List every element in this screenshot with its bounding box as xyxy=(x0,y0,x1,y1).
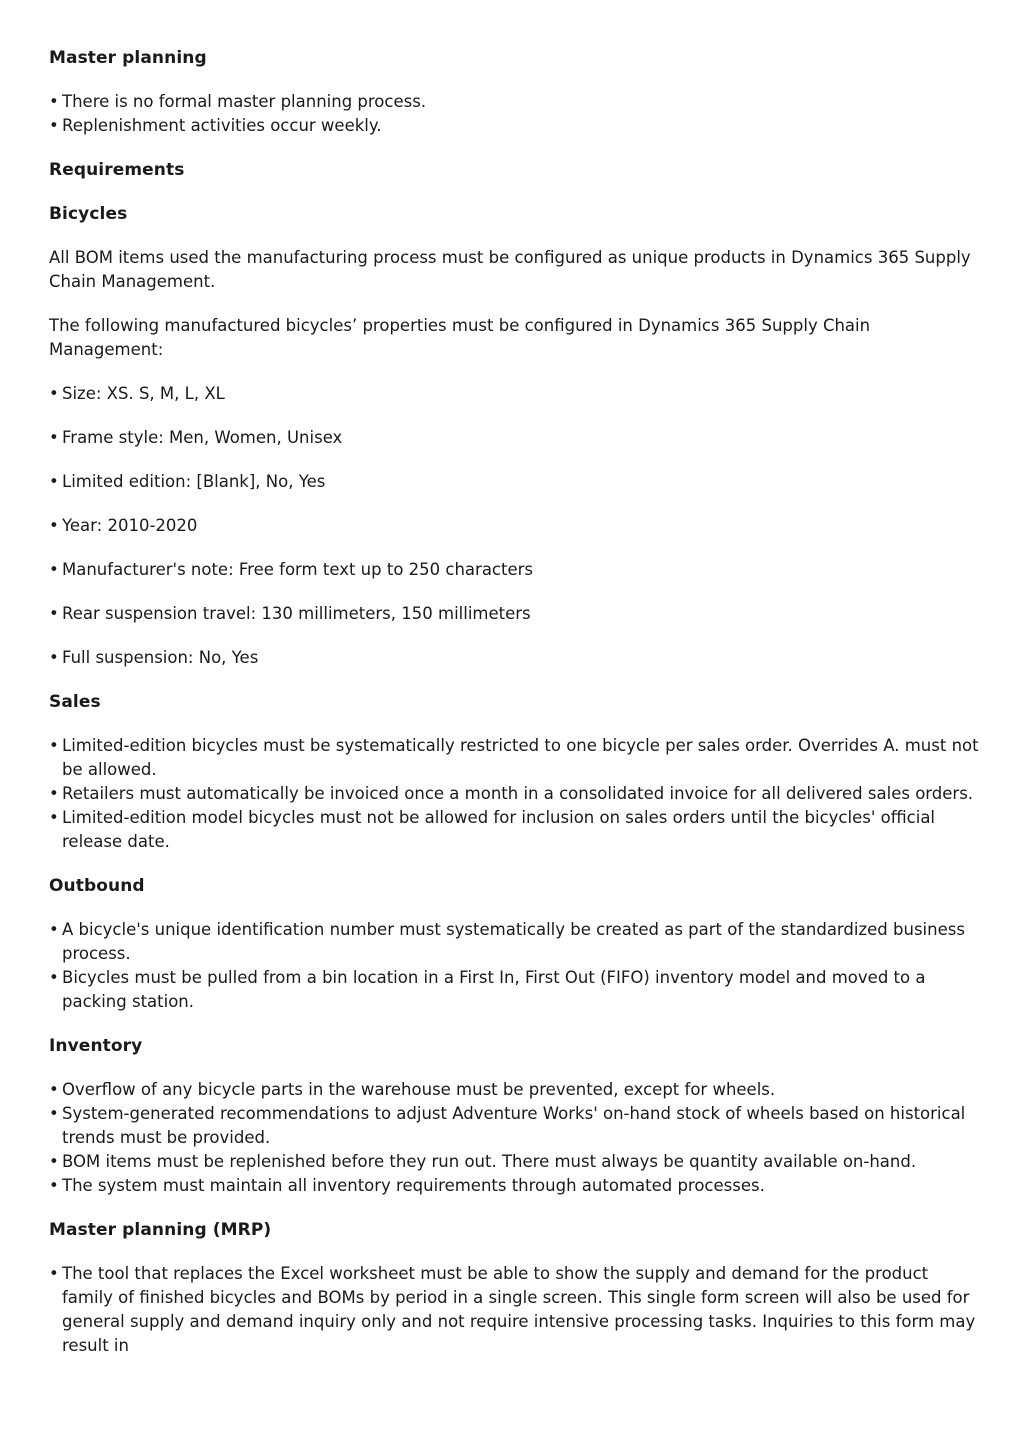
list-item: • A bicycle's unique identification number must systematically be created as part of the standardized business process. xyxy=(49,918,979,966)
document-page xyxy=(49,46,979,1378)
list-item: • Limited-edition bicycles must be systematically restricted to one bicycle per sales order. Overrides A. must not be allowed. xyxy=(49,734,979,782)
list-item: • The system must maintain all inventory requirements through automated processes. xyxy=(49,1174,979,1198)
bicycle-properties-list xyxy=(49,382,979,670)
bicycles-paragraph-2: The following manufactured bicycles’ properties must be configured in Dynamics 365 Supply Chain Management: xyxy=(49,316,871,359)
sales-list xyxy=(49,734,979,854)
list-item: • BOM items must be replenished before they run out. There must always be quantity available on-hand. xyxy=(49,1150,979,1174)
section-heading-master-planning-mrp: Master planning (MRP) xyxy=(49,1220,272,1240)
section-heading-outbound: Outbound xyxy=(49,876,145,896)
outbound-list xyxy=(49,918,979,1014)
list-item: • Frame style: Men, Women, Unisex xyxy=(49,426,979,450)
section-heading-bicycles: Bicycles xyxy=(49,204,128,224)
list-item: • Limited edition: [Blank], No, Yes xyxy=(49,470,979,494)
list-item: • The tool that replaces the Excel worksheet must be able to show the supply and demand for the product family of finished bicycles and BOMs by period in a single screen. This single form screen will also be used for general supply and demand inquiry only and not require intensive processing tasks. Inquiries to this form may result in xyxy=(49,1262,979,1358)
list-item: • Rear suspension travel: 130 millimeters, 150 millimeters xyxy=(49,602,979,626)
list-item: • There is no formal master planning process. xyxy=(49,90,979,114)
section-heading-requirements: Requirements xyxy=(49,160,185,180)
list-item: • System-generated recommendations to adjust Adventure Works' on-hand stock of wheels based on historical trends must be provided. xyxy=(49,1102,979,1150)
bicycles-paragraph-1: All BOM items used the manufacturing process must be configured as unique products in Dynamics 365 Supply Chain Management. xyxy=(49,248,971,291)
list-item: • Year: 2010-2020 xyxy=(49,514,979,538)
list-item: • Overflow of any bicycle parts in the warehouse must be prevented, except for wheels. xyxy=(49,1078,979,1102)
master-planning-list xyxy=(49,90,979,138)
section-heading-sales: Sales xyxy=(49,692,101,712)
list-item: • Bicycles must be pulled from a bin location in a First In, First Out (FIFO) inventory model and moved to a packing station. xyxy=(49,966,979,1014)
master-planning-mrp-list xyxy=(49,1262,979,1358)
list-item: • Replenishment activities occur weekly. xyxy=(49,114,979,138)
list-item: • Manufacturer's note: Free form text up to 250 characters xyxy=(49,558,979,582)
list-item: • Size: XS. S, M, L, XL xyxy=(49,382,979,406)
section-heading-master-planning: Master planning xyxy=(49,48,207,68)
list-item: • Full suspension: No, Yes xyxy=(49,646,979,670)
list-item: • Limited-edition model bicycles must not be allowed for inclusion on sales orders until the bicycles' official release date. xyxy=(49,806,979,854)
section-heading-inventory: Inventory xyxy=(49,1036,143,1056)
inventory-list xyxy=(49,1078,979,1198)
list-item: • Retailers must automatically be invoiced once a month in a consolidated invoice for all delivered sales orders. xyxy=(49,782,979,806)
